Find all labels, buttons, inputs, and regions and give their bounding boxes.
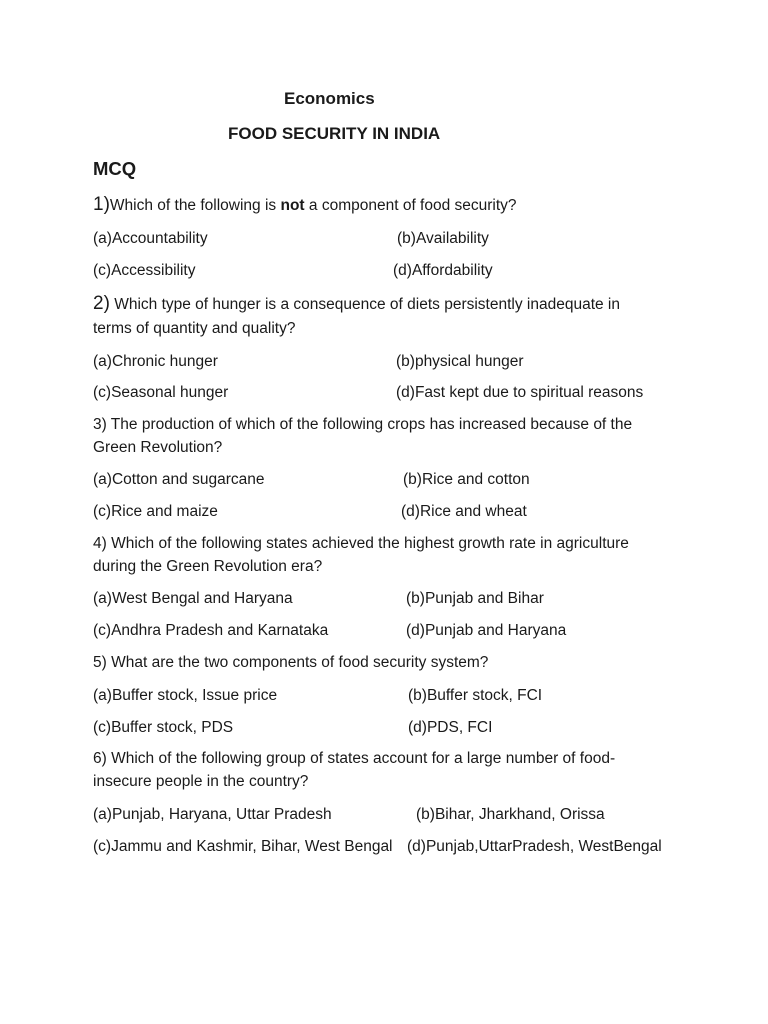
section-heading: MCQ (93, 158, 137, 179)
q3-option-a: (a)Cotton and sugarcane (93, 471, 265, 488)
question-4-text: 4) Which of the following states achieved the highest growth rate in agriculture (93, 535, 629, 552)
q5-option-b: (b)Buffer stock, FCI (408, 687, 543, 704)
q1-option-c: (c)Accessibility (93, 262, 196, 279)
question-1-number: 1) (93, 194, 110, 215)
q1-option-a: (a)Accountability (93, 230, 208, 247)
q5-option-d: (d)PDS, FCI (408, 719, 493, 736)
q6-option-b: (b)Bihar, Jharkhand, Orissa (416, 806, 605, 823)
q2-option-c: (c)Seasonal hunger (93, 384, 229, 401)
question-2-text-cont: terms of quantity and quality? (93, 320, 296, 337)
q2-option-b: (b)physical hunger (396, 353, 524, 370)
q5-option-c: (c)Buffer stock, PDS (93, 719, 234, 736)
q1-option-d: (d)Affordability (393, 262, 493, 279)
question-2-number: 2) (93, 293, 110, 314)
question-1-text: 1)Which of the following is not a component of food security? (93, 194, 517, 215)
question-6-text-cont: insecure people in the country? (93, 773, 309, 790)
q2-option-d: (d)Fast kept due to spiritual reasons (396, 384, 644, 401)
subject-title: Economics (284, 89, 375, 108)
q4-option-a: (a)West Bengal and Haryana (93, 590, 293, 607)
q4-option-c: (c)Andhra Pradesh and Karnataka (93, 622, 329, 639)
q3-option-b: (b)Rice and cotton (403, 471, 530, 488)
question-2-text: 2) Which type of hunger is a consequence of diets persistently inadequate in (93, 293, 620, 314)
q3-option-c: (c)Rice and maize (93, 503, 218, 520)
question-3-text: 3) The production of which of the following crops has increased because of the (93, 416, 633, 433)
chapter-title: FOOD SECURITY IN INDIA (228, 124, 441, 143)
question-4-text-cont: during the Green Revolution era? (93, 558, 323, 575)
q1-option-b: (b)Availability (397, 230, 489, 247)
q4-option-d: (d)Punjab and Haryana (406, 622, 567, 639)
q2-option-a: (a)Chronic hunger (93, 353, 218, 370)
q6-option-a: (a)Punjab, Haryana, Uttar Pradesh (93, 806, 332, 823)
question-6-text: 6) Which of the following group of states account for a large number of food- (93, 750, 616, 767)
question-3-text-cont: Green Revolution? (93, 439, 223, 456)
q4-option-b: (b)Punjab and Bihar (406, 590, 544, 607)
q6-option-c: (c)Jammu and Kashmir, Bihar, West Bengal (93, 838, 393, 855)
q3-option-d: (d)Rice and wheat (401, 503, 527, 520)
question-5-text: 5) What are the two components of food security system? (93, 654, 489, 671)
emphasis-not: not (280, 197, 305, 214)
q5-option-a: (a)Buffer stock, Issue price (93, 687, 278, 704)
q6-option-d: (d)Punjab,UttarPradesh, WestBengal (407, 838, 662, 855)
